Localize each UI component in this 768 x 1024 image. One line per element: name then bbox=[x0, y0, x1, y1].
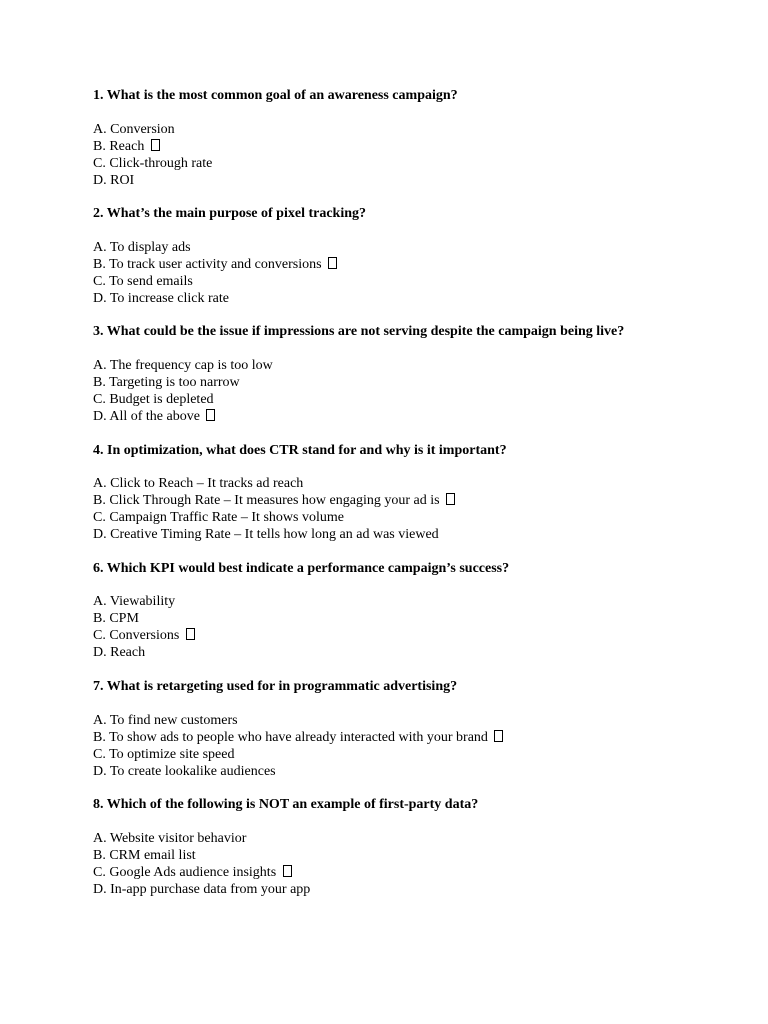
answer-option bbox=[93, 644, 693, 661]
answer-option bbox=[93, 830, 693, 847]
options-list bbox=[93, 593, 693, 661]
answer-option-text: D. All of the above bbox=[93, 408, 200, 424]
answer-option-text: C. To optimize site speed bbox=[93, 746, 235, 762]
answer-option bbox=[93, 172, 693, 189]
question-block bbox=[93, 87, 693, 189]
check-box-icon bbox=[328, 257, 337, 269]
answer-option-text: A. Viewability bbox=[93, 594, 176, 610]
question-text: 8. Which of the following is NOT an example of first-party data? bbox=[93, 797, 479, 813]
answer-option bbox=[93, 290, 693, 307]
answer-option-text: A. To find new customers bbox=[93, 712, 238, 728]
answer-option bbox=[93, 256, 693, 273]
check-box-icon bbox=[283, 865, 292, 877]
answer-option-text: C. Click-through rate bbox=[93, 155, 213, 171]
answer-option bbox=[93, 610, 693, 627]
check-box-icon bbox=[186, 628, 195, 640]
question-block bbox=[93, 323, 693, 425]
answer-option-text: D. To increase click rate bbox=[93, 290, 229, 306]
answer-option-text: B. CPM bbox=[93, 611, 139, 627]
answer-option-text: D. ROI bbox=[93, 172, 135, 188]
answer-option bbox=[93, 593, 693, 610]
answer-option-text: A. To display ads bbox=[93, 239, 191, 255]
answer-option-text: C. Budget is depleted bbox=[93, 391, 214, 407]
question-text: 4. In optimization, what does CTR stand for and why is it important? bbox=[93, 442, 507, 458]
answer-option-text: D. To create lookalike audiences bbox=[93, 763, 276, 779]
check-box-icon bbox=[151, 139, 160, 151]
options-list bbox=[93, 121, 693, 189]
answer-option bbox=[93, 712, 693, 729]
question-block bbox=[93, 678, 693, 780]
answer-option-text: C. Google Ads audience insights bbox=[93, 864, 277, 880]
answer-option-text: C. Conversions bbox=[93, 628, 180, 644]
answer-option-text: B. Click Through Rate – It measures how engaging your ad is bbox=[93, 493, 440, 509]
check-box-icon bbox=[206, 409, 215, 421]
answer-option-text: B. Targeting is too narrow bbox=[93, 374, 240, 390]
answer-option bbox=[93, 746, 693, 763]
answer-option-text: D. Reach bbox=[93, 645, 146, 661]
check-box-icon bbox=[494, 730, 503, 742]
question-text: 1. What is the most common goal of an awareness campaign? bbox=[93, 88, 458, 103]
answer-option bbox=[93, 239, 693, 256]
answer-option-text: D. Creative Timing Rate – It tells how long an ad was viewed bbox=[93, 527, 439, 543]
options-list bbox=[93, 712, 693, 780]
question-block bbox=[93, 205, 693, 307]
question-block bbox=[93, 560, 693, 662]
answer-option-text: C. To send emails bbox=[93, 273, 193, 289]
check-box-icon bbox=[446, 493, 455, 505]
answer-option bbox=[93, 121, 693, 138]
answer-option bbox=[93, 408, 693, 425]
answer-option bbox=[93, 357, 693, 374]
answer-option bbox=[93, 475, 693, 492]
answer-option bbox=[93, 374, 693, 391]
answer-option bbox=[93, 526, 693, 543]
quiz-document bbox=[93, 87, 693, 914]
answer-option-text: B. To track user activity and conversions bbox=[93, 256, 322, 272]
options-list bbox=[93, 239, 693, 307]
answer-option bbox=[93, 729, 693, 746]
answer-option bbox=[93, 391, 693, 408]
answer-option bbox=[93, 627, 693, 644]
answer-option bbox=[93, 763, 693, 780]
answer-option bbox=[93, 273, 693, 290]
answer-option bbox=[93, 864, 693, 881]
question-block bbox=[93, 442, 693, 544]
answer-option bbox=[93, 492, 693, 509]
options-list bbox=[93, 830, 693, 898]
answer-option bbox=[93, 847, 693, 864]
answer-option bbox=[93, 509, 693, 526]
answer-option-text: A. Website visitor behavior bbox=[93, 830, 247, 846]
answer-option-text: B. Reach bbox=[93, 138, 145, 154]
question-block bbox=[93, 796, 693, 898]
answer-option-text: D. In-app purchase data from your app bbox=[93, 881, 311, 897]
answer-option-text: B. To show ads to people who have already interacted with your brand bbox=[93, 729, 488, 745]
answer-option-text: A. Click to Reach – It tracks ad reach bbox=[93, 476, 304, 492]
question-text: 7. What is retargeting used for in programmatic advertising? bbox=[93, 678, 458, 694]
question-text: 2. What’s the main purpose of pixel tracking? bbox=[93, 206, 367, 222]
options-list bbox=[93, 357, 693, 425]
answer-option bbox=[93, 881, 693, 898]
options-list bbox=[93, 475, 693, 543]
answer-option-text: C. Campaign Traffic Rate – It shows volume bbox=[93, 510, 344, 526]
answer-option-text: A. The frequency cap is too low bbox=[93, 357, 273, 373]
answer-option-text: B. CRM email list bbox=[93, 847, 196, 863]
answer-option bbox=[93, 138, 693, 155]
answer-option-text: A. Conversion bbox=[93, 121, 175, 137]
answer-option bbox=[93, 155, 693, 172]
question-text: 6. Which KPI would best indicate a performance campaign’s success? bbox=[93, 560, 510, 576]
question-text: 3. What could be the issue if impressions are not serving despite the campaign being live? bbox=[93, 324, 625, 340]
